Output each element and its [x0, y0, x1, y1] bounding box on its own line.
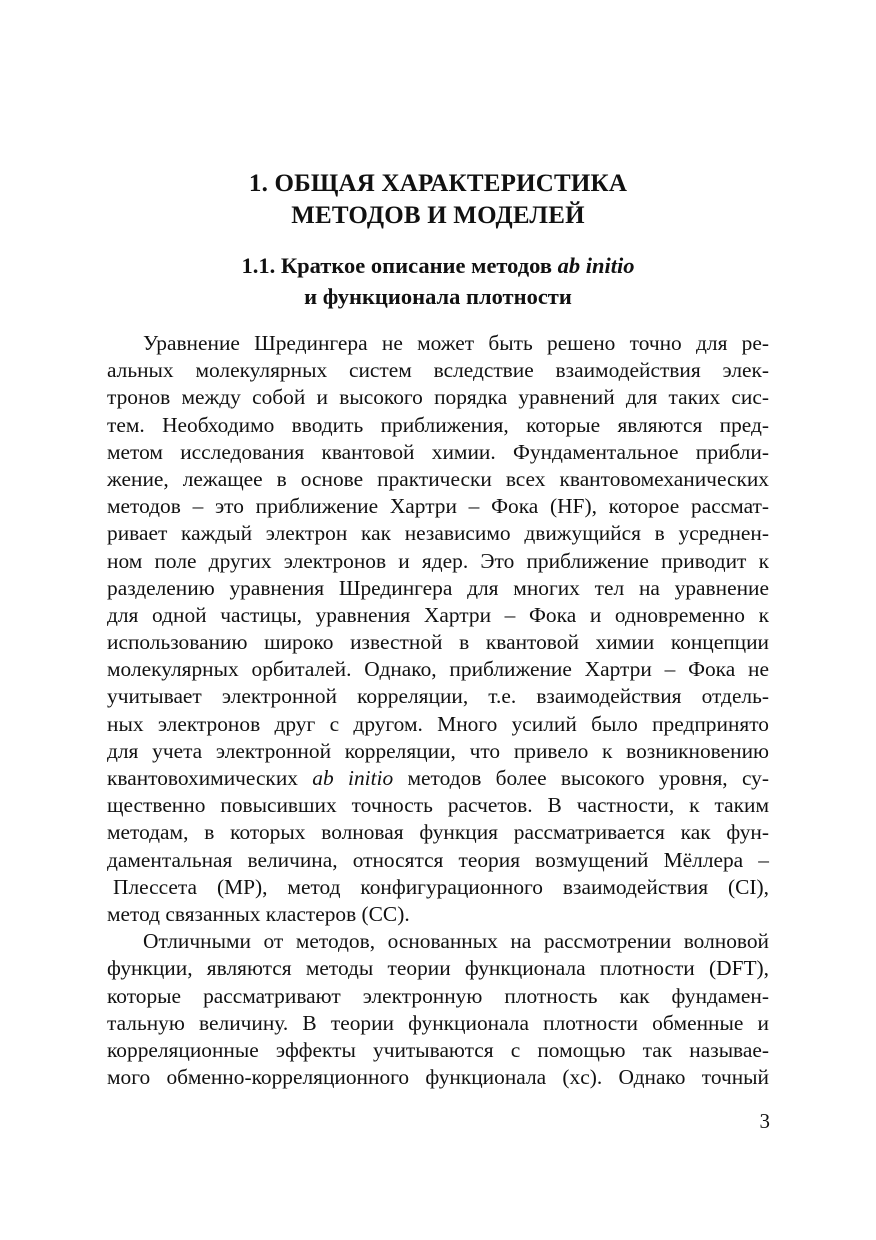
- text-line: ных электронов друг с другом. Много усилий было предпринято: [107, 711, 769, 736]
- text-line: использованию широко известной в квантовой химии концепции: [107, 630, 769, 655]
- italic-term: ab initio: [312, 766, 394, 790]
- chapter-title-line-2: МЕТОДОВ И МОДЕЛЕЙ: [291, 202, 585, 229]
- text-line: мого обменно-корреляционного функционала (xc). Однако точный: [107, 1065, 769, 1090]
- text-line: ном поле других электронов и ядер. Это приближение приводит к: [107, 548, 769, 573]
- text-line: для одной частицы, уравнения Хартри – Фока и одновременно к: [107, 602, 769, 627]
- page-number: 3: [759, 1109, 770, 1133]
- text-line: альных молекулярных систем вследствие взаимодействия элек-: [107, 358, 769, 383]
- text-line: методам, в которых волновая функция рассматривается как фун-: [107, 820, 769, 845]
- text-line: методов – это приближение Хартри – Фока (HF), которое рассмат-: [107, 494, 769, 519]
- text-line: тронов между собой и высокого порядка уравнений для таких сис-: [107, 385, 769, 410]
- text-line: Уравнение Шредингера не может быть решено точно для ре-: [143, 331, 769, 355]
- section-title-line-1: [0, 250, 876, 281]
- section-title-line-2: и функционала плотности: [304, 284, 572, 309]
- text-line: тем. Необходимо вводить приближения, которые являются пред-: [107, 412, 769, 437]
- paragraph-1: [107, 330, 769, 928]
- paragraph-2: [107, 928, 769, 1091]
- section-title: [0, 250, 876, 312]
- chapter-title: [0, 168, 876, 232]
- text-line: метом исследования квантовой химии. Фундаментальное прибли-: [107, 439, 769, 464]
- text-line: которые рассматривают электронную плотность как фундамен-: [107, 983, 769, 1008]
- text-line: корреляционные эффекты учитываются с помощью так называе-: [107, 1037, 769, 1062]
- text-line: Отличными от методов, основанных на рассмотрении волновой: [143, 929, 769, 954]
- text-line: метод связанных кластеров (CC).: [107, 901, 410, 926]
- text-line: для учета электронной корреляции, что привело к возникновению: [107, 738, 769, 763]
- text-line: учитывает электронной корреляции, т.е. взаимодействия отдель-: [107, 684, 769, 709]
- text-line: молекулярных орбиталей. Однако, приближение Хартри – Фока не: [107, 657, 769, 682]
- text-line: разделению уравнения Шредингера для многих тел на уравнение: [107, 575, 769, 600]
- text-line: даментальная величина, относятся теория возмущений Мёллера –: [107, 847, 769, 872]
- section-title-prefix: 1.1. Краткое описание методов: [241, 253, 558, 278]
- text-line: тальную величину. В теории функционала плотности обменные и: [107, 1010, 769, 1035]
- text-line: щественно повысивших точность расчетов. В частности, к таким: [107, 793, 769, 818]
- text-line-with-italic: [107, 765, 769, 792]
- text-line: функции, являются методы теории функционала плотности (DFT),: [107, 956, 769, 981]
- text-segment: методов более высокого уровня, су-: [393, 766, 770, 790]
- text-line: Плессета (MP), метод конфигурационного взаимодействия (CI),: [113, 874, 769, 899]
- text-segment: квантовохимических: [107, 766, 313, 790]
- body-text: [107, 330, 769, 1091]
- chapter-title-line-1: 1. ОБЩАЯ ХАРАКТЕРИСТИКА: [248, 170, 628, 197]
- section-title-italic: ab initio: [557, 253, 635, 278]
- text-line: ривает каждый электрон как независимо движущийся в усреднен-: [107, 521, 769, 546]
- text-line: жение, лежащее в основе практически всех квантовомеханических: [107, 466, 769, 491]
